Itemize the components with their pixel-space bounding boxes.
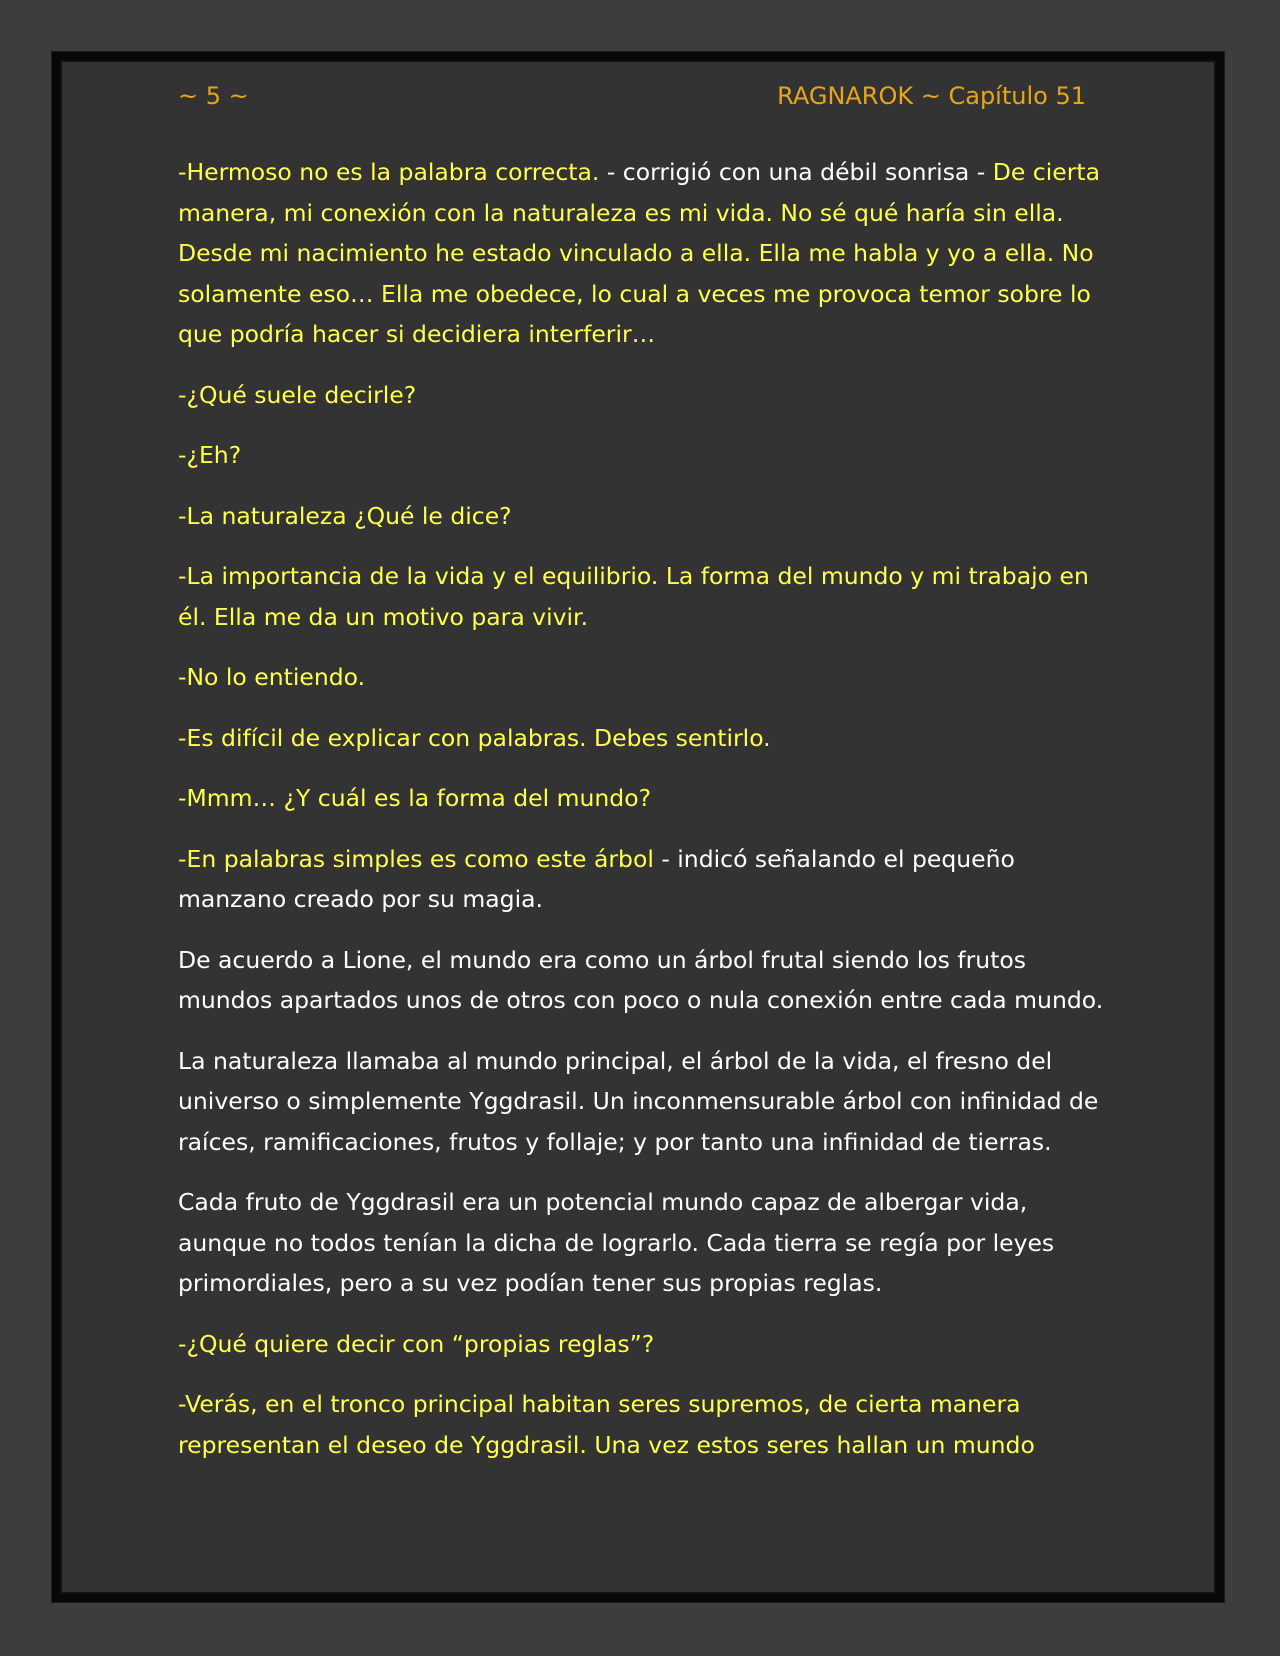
paragraph-9 [178,839,1123,920]
narration-text: - corrigió con una débil sonrisa - [599,158,993,186]
paragraph-7: -Es difícil de explicar con palabras. Debes sentirlo. [178,723,771,752]
book-page [52,52,1224,1602]
paragraph-2: -¿Qué suele decirle? [178,380,417,409]
paragraph-12: Cada fruto de Yggdrasil era un potencial mundo capaz de albergar vida, aunque no todos tenían la dicha de lograrlo. Cada tierra se regía por leyes primordiales, pero a su vez podían tener sus propias reglas. [178,1188,1055,1297]
page-number: ~ 5 ~ [178,82,249,110]
paragraph-5: -La importancia de la vida y el equilibrio. La forma del mundo y mi trabajo en él. Ella me da un motivo para vivir. [178,562,1089,631]
paragraph-8: -Mmm… ¿Y cuál es la forma del mundo? [178,784,652,812]
paragraph-4: -La naturaleza ¿Qué le dice? [178,501,512,530]
chapter-title: RAGNAROK ~ Capítulo 51 [777,82,1086,110]
paragraph-14: -Verás, en el tronco principal habitan seres supremos, de cierta manera representan el deseo de Yggdrasil. Una vez estos seres hallan un mundo [178,1390,1035,1459]
paragraph-11: La naturaleza llamaba al mundo principal, el árbol de la vida, el fresno del universo o simplemente Yggdrasil. Un inconmensurable árbol con infinidad de raíces, ramificaciones, frutos y follaje; y por tanto una infinidad de tierras. [178,1046,1099,1156]
paragraph-3: -¿Eh? [178,441,242,469]
page-header [178,82,1086,122]
paragraph-13: -¿Qué quiere decir con “propias reglas”? [178,1329,655,1358]
paragraph-1 [178,152,1123,355]
paragraph-10: De acuerdo a Lione, el mundo era como un árbol frutal siendo los frutos mundos apartados unos de otros con poco o nula conexión entre cada mundo. [178,945,1104,1014]
paragraph-6: -No lo entiendo. [178,663,366,691]
dialogue-text: -Hermoso no es la palabra correcta. [178,158,600,186]
dialogue-text: -En palabras simples es como este árbol [178,844,654,873]
dialogue-text: De cierta manera, mi conexión con la naturaleza es mi vida. No sé qué haría sin ella. Desde mi nacimiento he estado vinculado a ella. Ella me habla y yo a ella. No solamente eso… Ella me obedece, lo cual a veces me provoca temor sobre lo que podría hacer si decidiera interferir… [178,158,1100,348]
page-body [178,152,1123,1485]
narration-text: - indicó señalando el pequeño manzano creado por su magia. [178,844,1015,913]
